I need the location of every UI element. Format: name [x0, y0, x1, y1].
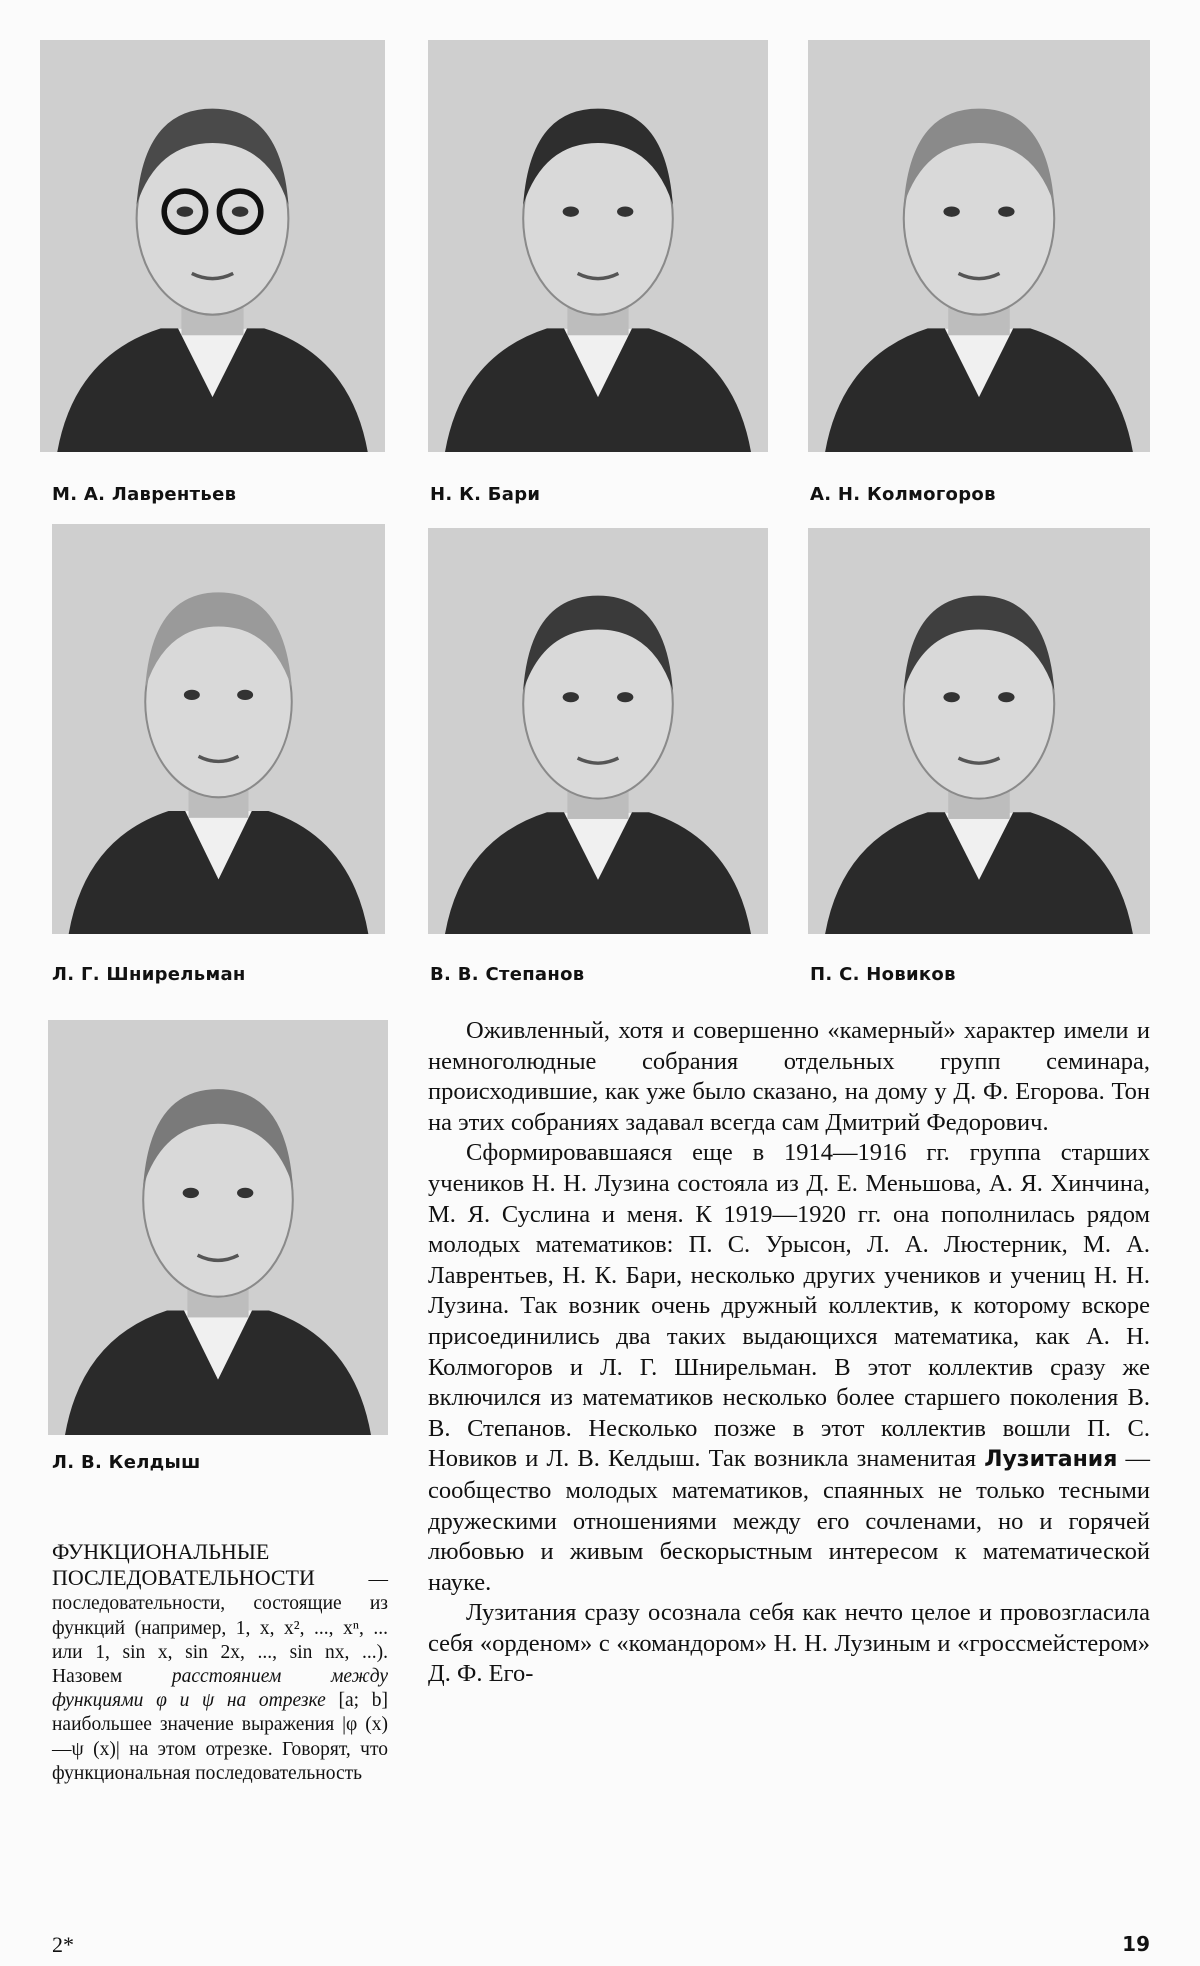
glossary-italic: расстоянием между функциями φ и ψ на отрезке	[52, 1666, 388, 1712]
glossary-note	[52, 1540, 388, 1786]
portrait-eye	[237, 1188, 253, 1198]
portrait-eye	[183, 1188, 199, 1198]
portrait-caption: М. А. Лаврентьев	[52, 484, 237, 505]
article-paragraph: Оживленный, хотя и совершенно «камерный» характер имели и немноголюдные собрания отдельных групп семинара, происходившие, как уже было сказано, на дому у Д. Ф. Егорова. Тон на этих собраниях задавал всегда сам Дмитрий Федорович.	[428, 1017, 1150, 1136]
portrait-photo-shnirelman	[52, 524, 385, 934]
portrait-photo-novikov	[808, 528, 1150, 934]
article-text: Сформировавшаяся еще в 1914—1916 гг. группа старших учеников Н. Н. Лузина состояла из Д. Е. Меньшова, А. Я. Хинчина, М. Я. Суслина и меня. К 1919—1920 гг. она пополнилась рядом молодых математиков: П. С. Урысон, Л. А. Люстерник, М. А. Лаврентьев, Н. К. Бари, несколько других учеников и учениц Н. Н. Лузина. Так возник очень дружный коллектив, к которому вскоре присоединились два таких выдающихся математика, как А. Н. Колмогоров и Л. Г. Шнирельман. В этот коллектив сразу же включился из математиков несколько более старшего поколения В. В. Степанов. Несколько позже в этот коллектив вошли П. С. Новиков и Л. В. Келдыш. Так возникла знаменитая	[428, 1139, 1150, 1473]
portrait-caption: П. С. Новиков	[810, 964, 956, 985]
page-number: 19	[1122, 1932, 1150, 1956]
portrait-eye	[998, 692, 1014, 702]
portrait-figure	[48, 1020, 388, 1435]
portrait-figure	[808, 40, 1150, 452]
portrait-eye	[998, 207, 1014, 217]
signature-mark: 2*	[52, 1932, 74, 1957]
glossary-text: — последовательности, состоящие из функций (например, 1, x, x², ..., xⁿ, ... или 1, sin x, sin 2x, ..., sin nx, ...). Назовем	[52, 1569, 388, 1688]
article-paragraph	[428, 1138, 1150, 1598]
portrait-photo-kolmogorov	[808, 40, 1150, 452]
portrait-eye	[232, 207, 249, 217]
portrait-eye	[943, 207, 959, 217]
article-paragraph: Лузитания сразу осознала себя как нечто целое и провозгласила себя «орденом» с «командором» Н. Н. Лузиным и «гроссмейстером» Д. Ф. Его-	[428, 1599, 1150, 1688]
portrait-eye	[617, 692, 633, 702]
portrait-caption: Л. В. Келдыш	[52, 1452, 201, 1473]
bold-term: Лузитания	[984, 1447, 1118, 1473]
portrait-eye	[617, 207, 633, 217]
portrait-eye	[563, 207, 579, 217]
portrait-photo-lavrentyev	[40, 40, 385, 452]
portrait-eye	[177, 207, 194, 217]
article-body	[428, 1016, 1150, 1690]
portrait-eye	[563, 692, 579, 702]
portrait-caption: А. Н. Колмогоров	[810, 484, 996, 505]
portrait-photo-bari	[428, 40, 768, 452]
portrait-figure	[808, 528, 1150, 934]
portrait-figure	[428, 40, 768, 452]
portrait-photo-stepanov	[428, 528, 768, 934]
portrait-caption: В. В. Степанов	[430, 964, 585, 985]
portrait-figure	[40, 40, 385, 452]
article-text: — сообщество молодых математиков, спаянных не только тесными дружескими отношениями между его сочленами, но и горячей любовью и живым бескорыстным интересом к математической науке.	[428, 1445, 1150, 1596]
portrait-caption: Н. К. Бари	[430, 484, 541, 505]
portrait-figure	[52, 524, 385, 934]
glossary-text: [a; b] наибольшее значение выражения |φ (x)—ψ (x)| на этом отрезке. Говорят, что функциональная последовательность	[52, 1690, 389, 1784]
portrait-eye	[237, 690, 253, 700]
portrait-caption: Л. Г. Шнирельман	[52, 964, 246, 985]
portrait-eye	[184, 690, 200, 700]
glossary-term: ФУНКЦИОНАЛЬНЫЕ ПОСЛЕДОВАТЕЛЬНОСТИ	[52, 1539, 315, 1591]
portrait-figure	[428, 528, 768, 934]
portrait-eye	[943, 692, 959, 702]
portrait-photo-keldysh	[48, 1020, 388, 1435]
